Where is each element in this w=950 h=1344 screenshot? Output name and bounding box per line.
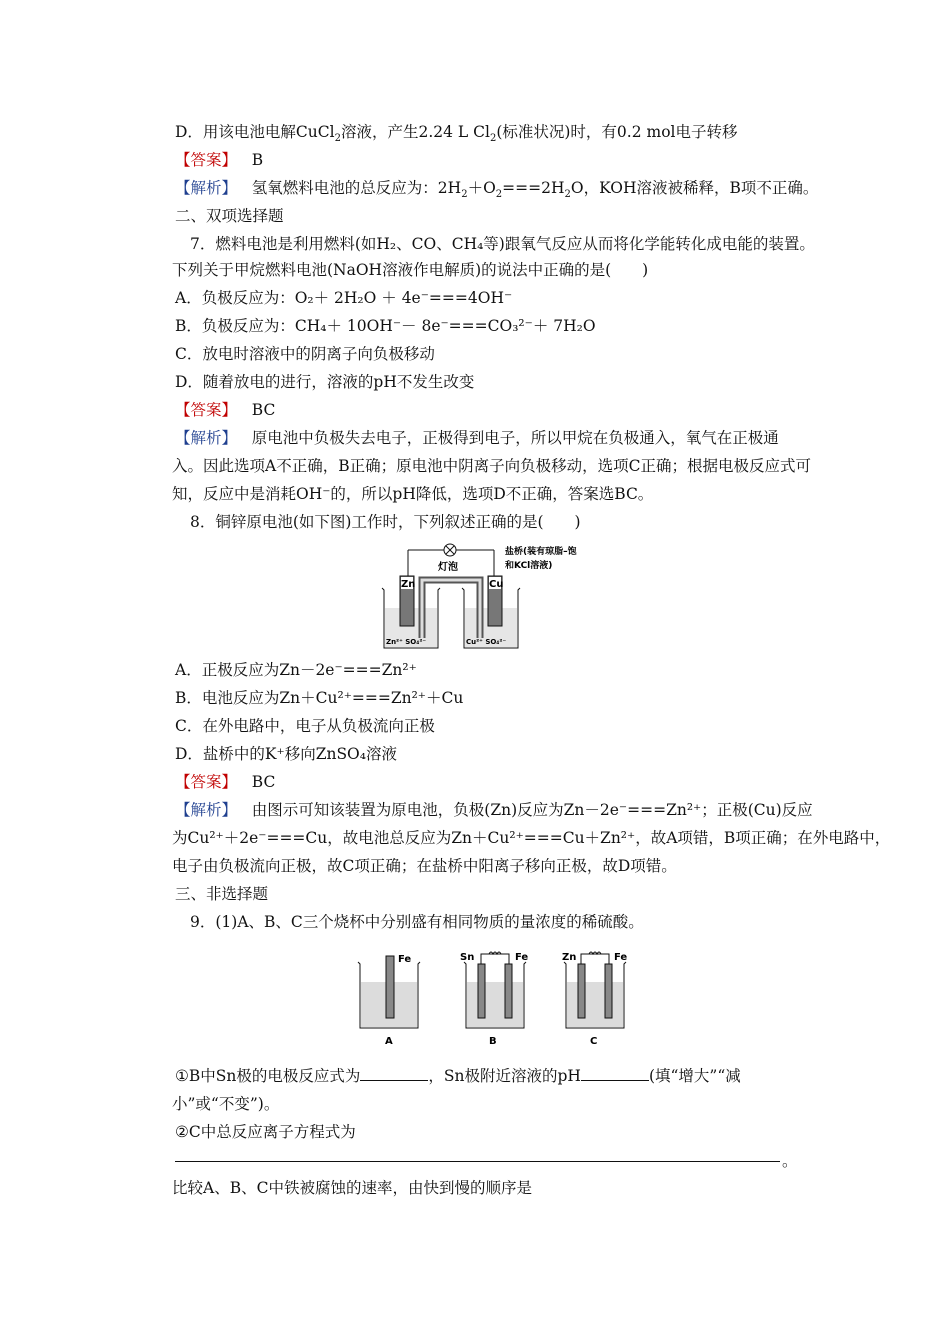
- q8-option-b: B．电池反应为Zn＋Cu²⁺===Zn²⁺＋Cu: [175, 689, 464, 707]
- q9-stem: 9．(1)A、B、C三个烧杯中分别盛有相同物质的量浓度的稀硫酸。: [190, 913, 644, 931]
- beaker-b-sn-label: Sn: [460, 952, 475, 963]
- beaker-c-wire: [581, 954, 609, 964]
- beaker-c-fe-electrode: [605, 964, 612, 1018]
- q6-answer: 【答案】 B: [175, 151, 264, 169]
- q6-option-d: D．用该电池电解CuCl$_2$溶液，产生2.24 L $Cl_2$(标准状况)时，有0.2 mol电子转移: [175, 123, 738, 145]
- q7-stem-line2: 下列关于甲烷燃料电池(NaOH溶液作电解质)的说法中正确的是( ): [172, 261, 649, 279]
- q9-subquestion-2: ②C中总反应离子方程式为: [175, 1123, 356, 1141]
- bulb-label: 灯泡: [438, 562, 458, 573]
- q9-subquestion-1: ①B中Sn极的电极反应式为 ，Sn极附近溶液的pH (填“增大”“减: [175, 1067, 741, 1085]
- section-title-2: 二、双项选择题: [175, 207, 284, 225]
- beaker-c-solution: [567, 982, 623, 1027]
- copper-zinc-cell-figure: [378, 540, 608, 655]
- q6-analysis: 【解析】 氢氧燃料电池的总反应为：$2H_2+O_2===2H_2O$，KOH溶液被稀释，B项不正确。: [175, 179, 819, 201]
- answer-blank-3[interactable]: [175, 1161, 780, 1162]
- analysis-tag: 【解析】: [175, 801, 238, 819]
- q7-analysis-line3: 知，反应中是消耗OH⁻的，所以pH降低，选项D不正确，答案选BC。: [172, 485, 654, 503]
- left-ions-label: Zn²⁺ SO₄²⁻: [386, 638, 427, 646]
- q8-analysis-line2: 为Cu²⁺＋2e⁻===Cu，故电池总反应为Zn＋Cu²⁺===Cu＋Zn²⁺，故A项错，B项正确；在外电路中，: [172, 829, 891, 847]
- beaker-a-fe-electrode: [386, 956, 394, 1018]
- beaker-b-fe-label: Fe: [515, 952, 529, 963]
- q7-analysis-line2: 入。因此选项A不正确，B正确；原电池中阴离子向负极移动，选项C正确；根据电极反应式可: [172, 457, 811, 475]
- q8-analysis-line3: 电子由负极流向正极，故C项正确；在盐桥中阳离子移向正极，故D项错。: [172, 857, 677, 875]
- salt-bridge-label-2: 和KCl溶液): [505, 561, 553, 571]
- q7-stem-line1: 7．燃料电池是利用燃料(如H₂、CO、CH₄等)跟氧气反应从而将化学能转化成电能的装置。: [190, 235, 815, 253]
- q9-subquestion-2-end: 。: [782, 1152, 798, 1170]
- beaker-b-solution: [467, 982, 523, 1027]
- salt-bridge-label-1: 盐桥(装有琼脂–饱: [505, 547, 577, 557]
- beaker-b-sn-electrode: [478, 964, 485, 1018]
- q8-analysis-line1: 【解析】 由图示可知该装置为原电池，负极(Zn)反应为Zn－2e⁻===Zn²⁺；正极(Cu)反应: [175, 801, 813, 819]
- right-ions-label: Cu²⁺ SO₄²⁻: [466, 638, 507, 646]
- q8-option-a: A．正极反应为Zn－2e⁻===Zn²⁺: [175, 661, 417, 679]
- beaker-c-label: C: [590, 1036, 598, 1047]
- answer-tag: 【答案】: [175, 151, 238, 169]
- q7-option-d: D．随着放电的进行，溶液的pH不发生改变: [175, 373, 475, 391]
- beaker-b-label: B: [489, 1036, 497, 1047]
- beaker-a-label: A: [385, 1036, 393, 1047]
- cu-label: Cu: [489, 579, 504, 590]
- q7-option-a: A．负极反应为：O₂＋ 2H₂O ＋ 4e⁻===4OH⁻: [175, 289, 513, 307]
- beaker-c-zn-electrode: [578, 964, 585, 1018]
- analysis-tag: 【解析】: [175, 179, 238, 197]
- analysis-tag: 【解析】: [175, 429, 238, 447]
- answer-blank-2[interactable]: [581, 1065, 649, 1081]
- beaker-c-fe-label: Fe: [614, 952, 628, 963]
- q8-option-c: C．在外电路中，电子从负极流向正极: [175, 717, 435, 735]
- answer-tag: 【答案】: [175, 401, 238, 419]
- q8-stem: 8．铜锌原电池(如下图)工作时，下列叙述正确的是( ): [190, 513, 581, 531]
- q9-subquestion-1-cont: 小”或“不变”)。: [172, 1095, 280, 1113]
- beaker-a-fe-label: Fe: [398, 954, 412, 965]
- q7-option-b: B．负极反应为：CH₄＋ 10OH⁻－ 8e⁻===CO₃²⁻＋ 7H₂O: [175, 317, 596, 335]
- beaker-b-wire: [481, 954, 509, 964]
- q8-option-d: D．盐桥中的K⁺移向ZnSO₄溶液: [175, 745, 397, 763]
- answer-blank-1[interactable]: [360, 1065, 428, 1081]
- q8-answer: 【答案】 BC: [175, 773, 276, 791]
- zn-label: Zn: [401, 579, 416, 590]
- beaker-b-fe-electrode: [505, 964, 512, 1018]
- q9-subquestion-3: 比较A、B、C中铁被腐蚀的速率，由快到慢的顺序是: [172, 1179, 532, 1197]
- beaker-c-zn-label: Zn: [562, 952, 577, 963]
- q7-answer: 【答案】 BC: [175, 401, 276, 419]
- section-title-3: 三、非选择题: [175, 885, 269, 903]
- answer-tag: 【答案】: [175, 773, 238, 791]
- q7-option-c: C．放电时溶液中的阴离子向负极移动: [175, 345, 435, 363]
- three-beakers-figure: [350, 950, 640, 1050]
- q7-analysis-line1: 【解析】 原电池中负极失去电子，正极得到电子，所以甲烷在负极通入，氧气在正极通: [175, 429, 779, 447]
